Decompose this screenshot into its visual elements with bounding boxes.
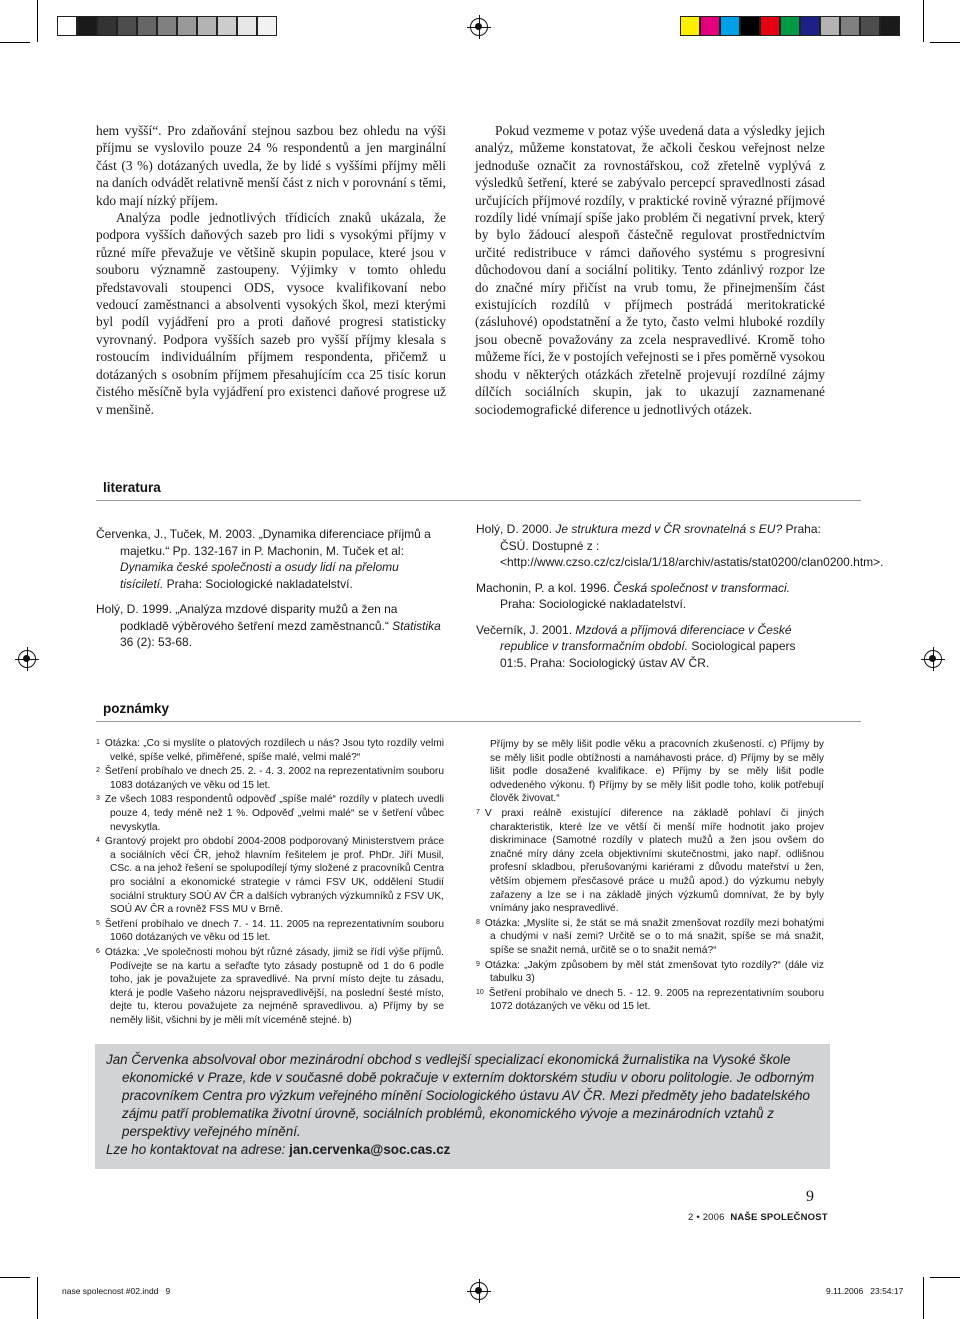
crop-mark bbox=[930, 1277, 960, 1278]
reference-text: Holý, D. 2000. bbox=[476, 522, 556, 536]
article-right-column bbox=[475, 122, 825, 418]
footnote-number: 6 bbox=[96, 947, 100, 955]
footnote-number: 2 bbox=[96, 767, 100, 775]
footnote-number: 8 bbox=[476, 918, 480, 926]
references-right bbox=[476, 521, 884, 680]
issue-line bbox=[688, 1212, 828, 1223]
crop-mark bbox=[0, 42, 30, 43]
registration-mark-icon bbox=[470, 18, 488, 36]
footnote-continuation: Příjmy by se měly lišit podle věku a pracovních zkušeností. c) Příjmy by se měly lišit podle obtížnosti a namáhavosti práce. d) Příjmy by se měly lišit podle dosažené kvalifikace. e) Příjmy by se měly lišit podle odvedeného výkonu. f) Příjmy by se měly lišit podle toho, kolik potřebují člověk živovat.“ bbox=[490, 739, 824, 805]
contact-label: Lze ho kontaktovat na adrese: bbox=[106, 1142, 290, 1157]
footnote bbox=[96, 737, 444, 764]
color-swatch bbox=[860, 16, 880, 36]
reference-title: Česká společnost v transformaci. bbox=[613, 580, 790, 595]
crop-mark bbox=[37, 1277, 38, 1319]
author-contact bbox=[106, 1141, 818, 1159]
color-swatch bbox=[77, 16, 97, 36]
issue-number: 2 • 2006 bbox=[688, 1212, 725, 1223]
registration-mark-icon bbox=[924, 650, 942, 668]
footnote-text: Šetření probíhalo ve dnech 7. - 14. 11. 2005 na reprezentativním souboru 1060 dotázaných ve věku od 15 let. bbox=[104, 918, 444, 944]
footnote-text: Otázka: „Co si myslíte o platových rozdílech u nás? Jsou tyto rozdíly velmi velké, spíše velké, přiměřené, spíše malé, velmi malé?“ bbox=[104, 738, 444, 763]
footnote-text: Šetření probíhalo ve dnech 25. 2. - 4. 3. 2002 na reprezentativním souboru 1083 dotázaných ve věku od 15 let. bbox=[104, 766, 444, 791]
reference-publisher: Praha: Sociologické nakladatelství. bbox=[500, 597, 687, 611]
crop-mark bbox=[37, 0, 38, 42]
reference-title: Je struktura mezd v ČR srovnatelná s EU? bbox=[555, 522, 783, 536]
color-swatch bbox=[257, 16, 277, 36]
article-paragraph: Pokud vezmeme v potaz výše uvedená data a výsledky jejich analýz, můžeme konstatovat, že ačkoli českou veřejnost nelze jednoduše označit za rovnostářskou, což zřetelně vyplývá z výsledků šetření, které se zabývalo percepcí spravedlnosti zásad určujících příjmové rozdíly, v praktické rovině výrazné příjmové rozdíly lidé vnímají spíše jako problém či negativní prvek, který by bylo žádoucí alespoň částečně regulovat prostřednictvím určité redistribuce v rámci daňového systému s progresivní důchodovou daní a sociální politiky. Tento zdánlivý rozpor lze do značné míry přičíst na vrub tomu, že přinejmenším část existujících rozdílů v příjmech postrádá meritokratické (zásluhové) opodstatnění a že tyto, často velmi hluboké rozdíly jsou obecně považovány za zcela nespravedlivé. Kromě toho můžeme říci, že v postojích veřejnosti se i přes poměrně vysokou shodu v některých otázkách zřetelně projevují rozdílné zájmy dílčích sociálních skupin, jak to ukazují zaznamenané sociodemografické diference u jednotlivých otázek. bbox=[475, 123, 825, 417]
magazine-name: NAŠE SPOLEČNOST bbox=[730, 1212, 828, 1223]
color-swatch bbox=[137, 16, 157, 36]
article-left-column bbox=[96, 122, 446, 418]
grayscale-color-bar bbox=[57, 16, 277, 36]
reference-entry bbox=[96, 526, 441, 592]
timestamp-slug: 9.11.2006 23:54:17 bbox=[826, 1286, 904, 1296]
color-swatch bbox=[680, 16, 700, 36]
color-swatch bbox=[760, 16, 780, 36]
poznamky-heading: poznámky bbox=[103, 701, 170, 716]
reference-entry bbox=[96, 601, 441, 651]
reference-text: Večerník, J. 2001. bbox=[476, 622, 576, 637]
color-swatch bbox=[800, 16, 820, 36]
author-bio-text: Jan Červenka absolvoval obor mezinárodní obchod s vedlejší specializací ekonomická žurnalistika na Vysoké škole ekonomické v Praze, kde v současné době pokračuje v externím doktorském studiu v oboru politologie. Je odborným pracovníkem Centra pro výzkum veřejného mínění Sociologického ústavu AV ČR. Mezi předměty jeho badatelského zájmu patří problematika životní úrovně, sociálních problémů, ekonomického vývoje a mezinárodních vztahů z perspektivy veřejného mínění. bbox=[106, 1052, 815, 1139]
article-paragraph: Analýza podle jednotlivých třídicích znaků ukázala, že podpora vyšších daňových sazeb pro lidi s vysokými příjmy v různé míře převažuje ve většině skupin populace, které jsou v souboru významně zastoupeny. Výjimky v tomto ohledu představovali stoupenci ODS, vysoce kvalifikovaní nebo vedoucí zaměstnanci a absolventi vysokých škol, mezi kterými byl podíl vyjádření pro a proti daňové progresi statisticky vyrovnaný. Podpora vyšších sazeb pro vyšší příjmy klesala s rostoucím individuálním příjmem respondenta, přičemž u dotázaných s osobním příjmem přesahujícím cca 25 tisíc korun čistého měsíčně byla vyjádření pro existenci daňové progrese už v menšině. bbox=[96, 210, 446, 417]
reference-publisher: Sociological papers 01:5. Praha: Sociologický ústav AV ČR. bbox=[500, 639, 796, 670]
reference-publisher: Praha: Sociologické nakladatelství. bbox=[163, 576, 353, 591]
footnote-number: 3 bbox=[96, 795, 100, 803]
footnote-number: 10 bbox=[476, 988, 484, 996]
color-swatch bbox=[740, 16, 760, 36]
color-swatch bbox=[157, 16, 177, 36]
footnote-text: V praxi reálně existující diference na základě pohlaví či jiných charakteristik, které lze ve větší či menší míře hodnotit jako projev diskriminace (Samotné rozdíly v platech mužů a žen jsou ovšem do značné míry dány zcela objektivními skutečnostmi, jako např. odlišnou profesní skladbou, přerušovanými kariérami z důvodu mateřství u žen, větším objemem přesčasové práce u mužů apod.) do výzkumu nebyly zařazeny a lze se i na základě jiných výzkumů domnívat, že by byly vnímány jako nespravedlivé. bbox=[484, 807, 824, 915]
footnote-number: 1 bbox=[96, 739, 100, 746]
article-paragraph: hem vyšší“. Pro zdaňování stejnou sazbou bez ohledu na výši příjmu se vyslovilo pouze 24 % respondentů a jen marginální část (3 %) dotázaných uvedla, že by lidé s vyššími příjmy měli na daních odvádět relativně menší část z nich v porovnání s těmi, kdo mají nízký příjem. bbox=[96, 123, 446, 208]
footnote-text: Ze všech 1083 respondentů odpověď „spíše malé“ rozdíly v platech uvedli pouze 4, tedy méně než 1 %. Odpověď „velmi malé“ se v šetření vůbec nevyskytla. bbox=[104, 794, 444, 833]
reference-title: Mzdová a příjmová diferenciace v České republice v transformačním období. bbox=[500, 622, 792, 653]
section-divider bbox=[96, 721, 861, 722]
reference-publisher: 36 (2): 53-68. bbox=[120, 635, 193, 649]
footnote bbox=[476, 959, 824, 986]
color-swatch bbox=[57, 16, 77, 36]
footnote bbox=[476, 807, 824, 916]
crop-mark bbox=[930, 42, 960, 43]
literatura-heading: literatura bbox=[103, 480, 161, 495]
footnote-number: 9 bbox=[476, 960, 480, 968]
color-swatch bbox=[700, 16, 720, 36]
footnote-text: Grantový projekt pro období 2004-2008 podporovaný Ministerstvem práce a sociálních věcí ČR, jehož hlavním řešitelem je prof. PhDr. Jiří Musil, CSc. a na jehož řešení se spolupodílejí týmy složené z pracovníků Centra pro sociální a ekonomické strategie v rámci FSV UK, oddělení Studií sociální struktury SOÚ AV ČR a dalších vybraných výzkumníků z FSV UK, SOÚ AV ČR a rovněž FSS MU v Brně. bbox=[104, 836, 444, 916]
process-color-bar bbox=[680, 16, 900, 36]
reference-entry bbox=[476, 521, 884, 571]
color-swatch bbox=[720, 16, 740, 36]
crop-mark bbox=[923, 0, 924, 42]
color-swatch bbox=[217, 16, 237, 36]
footnote bbox=[476, 987, 824, 1014]
footnote-text: Šetření probíhalo ve dnech 5. - 12. 9. 2005 na reprezentativním souboru 1072 dotázaných ve věku od 15 let. bbox=[488, 987, 824, 1013]
color-swatch bbox=[840, 16, 860, 36]
color-swatch bbox=[177, 16, 197, 36]
color-swatch bbox=[880, 16, 900, 36]
footnote-text: Otázka: „Myslíte si, že stát se má snažit zmenšovat rozdíly mezi bohatými a chudými v naší zemi? Určitě se o to má snažit, spíše se má snažit, spíše se snažit nemá, určitě se o to snažit nemá?“ bbox=[484, 917, 824, 956]
section-divider bbox=[96, 500, 861, 501]
reference-title: Statistika bbox=[392, 618, 441, 633]
footnote-text: Otázka: „Ve společnosti mohou být různé zásady, jimiž se řídí výše příjmů. Podívejte se na kartu a seřaďte tyto zásady postupně od 1 do 6 podle toho, jak je považujete za spravedlivé. Na první místo dejte tu zásadu, která je podle Vašeho názoru nejspravedlivější, na poslední šesté místo, dejte tu, kterou považujete za nejméně spravedlivou. a) Příjmy by se neměly lišit, všichni by je měli mít víceméně stejné. b) bbox=[104, 946, 444, 1026]
color-swatch bbox=[780, 16, 800, 36]
author-bio-box bbox=[95, 1044, 830, 1169]
author-email-link[interactable]: jan.cervenka@soc.cas.cz bbox=[289, 1142, 451, 1157]
color-swatch bbox=[237, 16, 257, 36]
notes-right bbox=[476, 738, 824, 1015]
crop-mark bbox=[0, 1277, 30, 1278]
crop-mark bbox=[923, 1277, 924, 1319]
notes-left bbox=[96, 737, 444, 1028]
reference-entry bbox=[476, 580, 821, 613]
footnote bbox=[96, 918, 444, 945]
reference-publisher: Praha: ČSÚ. Dostupné z : <http://www.czso.cz/cz/cisla/1/18/archiv/astatis/stat0200/clan0200.htm>. bbox=[500, 522, 884, 569]
references-left bbox=[96, 526, 441, 660]
reference-text: Machonin, P. a kol. 1996. bbox=[476, 580, 614, 595]
footnote-number: 7 bbox=[476, 808, 480, 816]
reference-title: Dynamika české společnosti a osudy lidí na přelomu tisíciletí. bbox=[120, 560, 399, 591]
color-swatch bbox=[197, 16, 217, 36]
page-number: 9 bbox=[806, 1188, 814, 1205]
color-swatch bbox=[97, 16, 117, 36]
reference-entry bbox=[476, 622, 821, 672]
author-bio bbox=[106, 1051, 818, 1141]
file-slug: nase spolecnost #02.indd 9 bbox=[62, 1286, 171, 1296]
footnote-text: Otázka: „Jakým způsobem by měl stát zmenšovat tyto rozdíly?“ (dále viz tabulku 3) bbox=[484, 959, 824, 985]
color-swatch bbox=[820, 16, 840, 36]
registration-mark-icon bbox=[470, 1282, 488, 1300]
color-swatch bbox=[117, 16, 137, 36]
registration-mark-icon bbox=[18, 650, 36, 668]
reference-text: Červenka, J., Tuček, M. 2003. „Dynamika diferenciace příjmů a majetku.“ Pp. 132-167 in P. Machonin, M. Tuček et al: bbox=[96, 527, 431, 558]
footnote bbox=[96, 765, 444, 792]
footnote bbox=[476, 917, 824, 958]
footnote-number: 5 bbox=[96, 919, 100, 927]
reference-text: Holý, D. 1999. „Analýza mzdové disparity mužů a žen na podkladě výběrového šetření mezd zaměstnanců.“ bbox=[96, 602, 398, 633]
footnote bbox=[96, 793, 444, 834]
footnote-number: 4 bbox=[96, 837, 100, 845]
footnote bbox=[96, 835, 444, 917]
footnote bbox=[96, 946, 444, 1028]
